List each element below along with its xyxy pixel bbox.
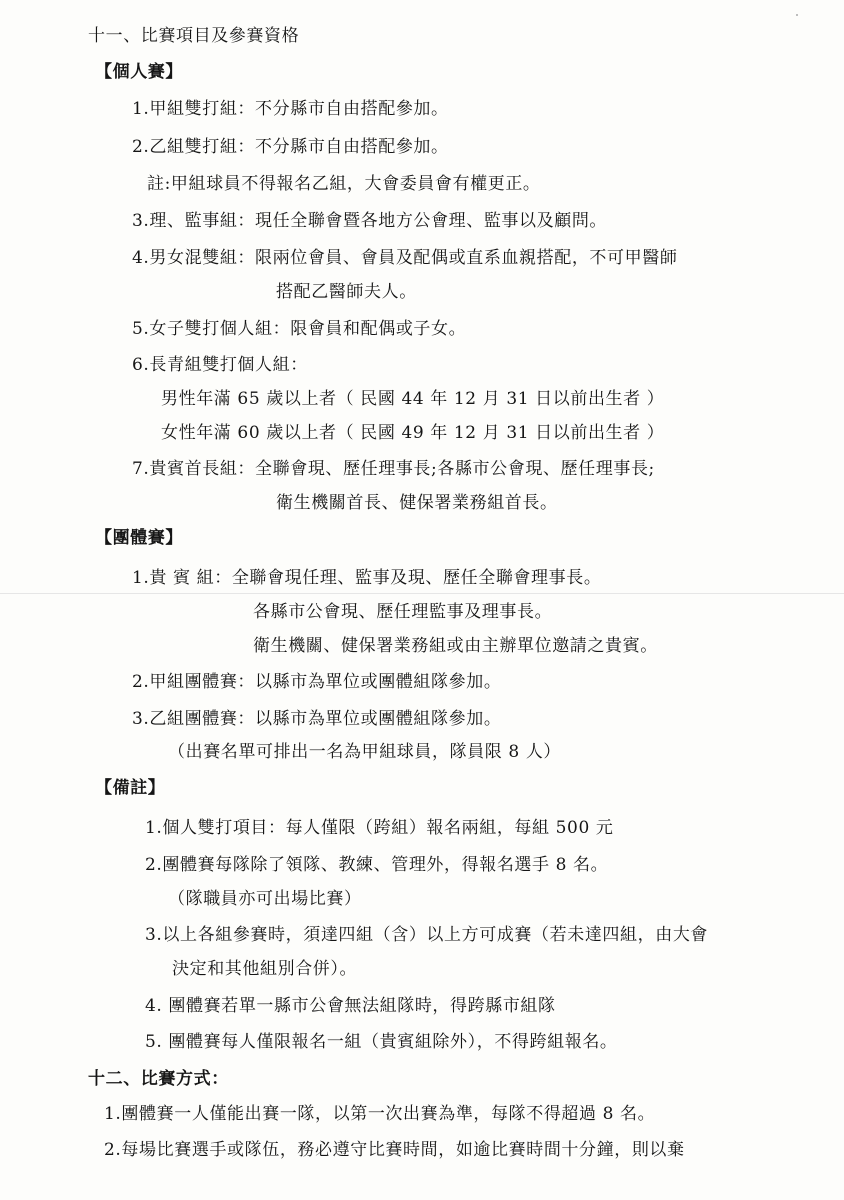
individual-item-4-cont: 搭配乙醫師夫人。: [276, 282, 417, 302]
team-heading: 【團體賽】: [95, 528, 183, 548]
team-item-1-cont-1: 各縣市公會現、歷任理監事及理事長。: [253, 602, 553, 622]
team-item-1-cont-2: 衛生機關、健保署業務組或由主辦單位邀請之貴賓。: [253, 636, 658, 656]
team-item-2: 2.甲組團體賽：以縣市為單位或團體組隊參加。: [132, 672, 502, 692]
senior-male-criteria: 男性年滿 65 歲以上者（ 民國 44 年 12 月 31 日以前出生者 ）: [161, 389, 665, 409]
scan-artifact-line: [0, 593, 844, 594]
individual-item-7: 7.貴賓首長組：全聯會現、歷任理事長;各縣市公會現、歷任理事長;: [132, 459, 655, 479]
team-item-3: 3.乙組團體賽：以縣市為單位或團體組隊參加。: [132, 709, 502, 729]
notes-item-5: 5. 團體賽每人僅限報名一組（貴賓組除外），不得跨組報名。: [145, 1032, 618, 1052]
section-11-title: 十一、比賽項目及參賽資格: [88, 26, 300, 46]
scan-speck: [796, 14, 798, 16]
notes-item-2-note: （隊職員亦可出場比賽）: [168, 889, 362, 909]
section-12-item-1: 1.團體賽一人僅能出賽一隊，以第一次出賽為準，每隊不得超過 8 名。: [104, 1104, 656, 1124]
individual-item-6: 6.長青組雙打個人組：: [132, 355, 308, 375]
notes-item-3-cont: 決定和其他組別合併）。: [172, 959, 358, 979]
individual-heading: 【個人賽】: [95, 62, 183, 82]
section-12-item-2: 2.每場比賽選手或隊伍，務必遵守比賽時間，如逾比賽時間十分鐘，則以棄: [104, 1140, 685, 1160]
notes-heading: 【備註】: [95, 778, 166, 798]
notes-item-1: 1.個人雙打項目：每人僅限（跨組）報名兩組，每組 500 元: [145, 818, 614, 838]
individual-item-3: 3.理、監事組：現任全聯會暨各地方公會理、監事以及顧問。: [132, 211, 608, 231]
individual-item-4: 4.男女混雙組：限兩位會員、會員及配偶或直系血親搭配，不可甲醫師: [132, 248, 678, 268]
senior-female-criteria: 女性年滿 60 歲以上者（ 民國 49 年 12 月 31 日以前出生者 ）: [161, 423, 665, 443]
individual-item-5: 5.女子雙打個人組：限會員和配偶或子女。: [132, 319, 467, 339]
notes-item-2: 2.團體賽每隊除了領隊、教練、管理外，得報名選手 8 名。: [145, 855, 609, 875]
individual-item-7-cont: 衛生機關首長、健保署業務組首長。: [276, 493, 558, 513]
notes-item-4: 4. 團體賽若單一縣市公會無法組隊時，得跨縣市組隊: [145, 996, 556, 1016]
team-item-1: 1.貴 賓 組：全聯會現任理、監事及現、歷任全聯會理事長。: [132, 568, 602, 588]
section-12-title: 十二、比賽方式：: [88, 1069, 229, 1089]
individual-item-1: 1.甲組雙打組：不分縣市自由搭配參加。: [132, 99, 449, 119]
individual-note: 註:甲組球員不得報名乙組，大會委員會有權更正。: [147, 174, 541, 194]
individual-item-2: 2.乙組雙打組：不分縣市自由搭配參加。: [132, 137, 449, 157]
notes-item-3: 3.以上各組參賽時，須達四組（含）以上方可成賽（若未達四組，由大會: [145, 925, 709, 945]
team-item-3-note: （出賽名單可排出一名為甲組球員，隊員限 8 人）: [168, 742, 562, 762]
